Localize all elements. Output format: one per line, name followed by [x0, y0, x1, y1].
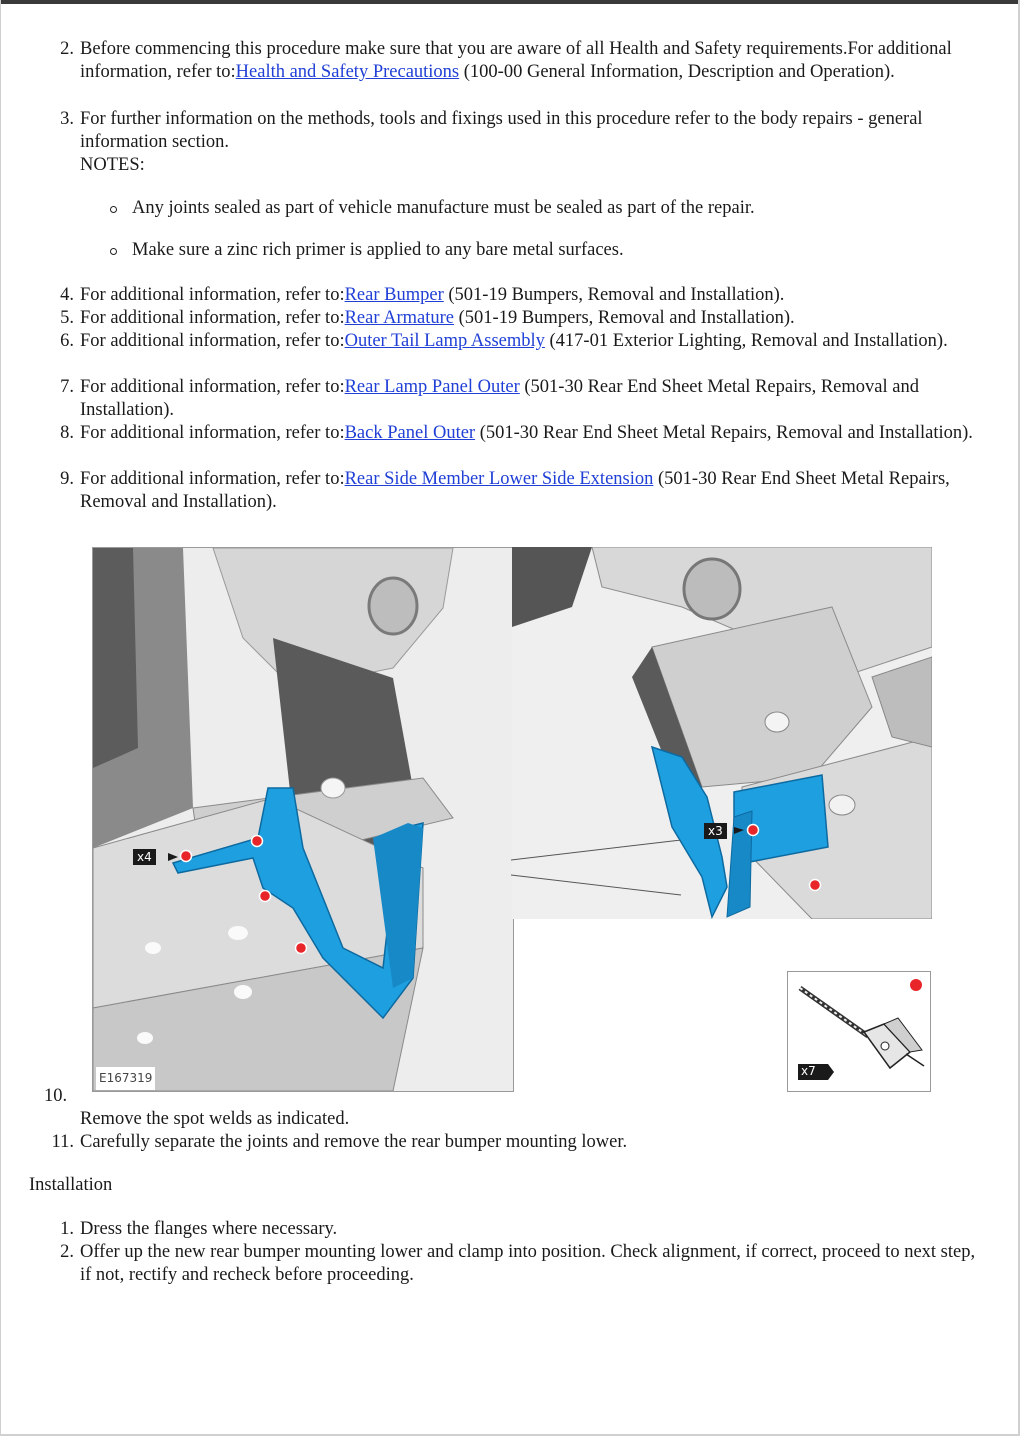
step-text: Before commencing this procedure make sure that you are aware of all Health and Safety requirements.For additional information, refer to: [80, 39, 952, 82]
link-health-and-safety[interactable]: Health and Safety Precautions [235, 62, 460, 82]
step-text: For additional information, refer to: [80, 285, 345, 305]
figure-spot-welds-left [92, 547, 514, 1092]
step-number: 7. [60, 377, 74, 397]
list-item-step-11 [51, 1131, 990, 1154]
step-number: 2. [60, 39, 74, 59]
figure-left-illustration [93, 548, 513, 1091]
step-number: 1. [60, 1219, 74, 1239]
step-number: 3. [60, 109, 74, 129]
step-number: 11. [51, 1132, 74, 1152]
step-number: 9. [60, 469, 74, 489]
step-text-suffix: (501-30 Rear End Sheet Metal Repairs, Removal and Installation). [80, 377, 919, 420]
step-number: 2. [60, 1242, 74, 1262]
link-rear-side-member-lower-side-extension[interactable]: Rear Side Member Lower Side Extension [344, 469, 654, 489]
link-outer-tail-lamp-assembly[interactable]: Outer Tail Lamp Assembly [344, 331, 545, 351]
step-number: 8. [60, 423, 74, 443]
step-text-suffix: (501-19 Bumpers, Removal and Installation). [443, 285, 785, 305]
weld-count-tag-right: x3 [704, 823, 727, 839]
step-text: Offer up the new rear bumper mounting lower and clamp into position. Check alignment, if correct, proceed to next step, if not, rectify and recheck before proceeding. [80, 1242, 976, 1285]
step-text: For further information on the methods, tools and fixings used in this procedure refer to the body repairs - general information section. [80, 109, 923, 152]
step-text: For additional information, refer to: [80, 469, 345, 489]
step-number-10: 10. [44, 1086, 68, 1106]
step-text-suffix: (100-00 General Information, Description and Operation). [459, 62, 895, 82]
step-number: 5. [60, 308, 74, 328]
note-text: Any joints sealed as part of vehicle manufacture must be sealed as part of the repair. [132, 198, 755, 218]
note-text: Make sure a zinc rich primer is applied to any bare metal surfaces. [132, 240, 624, 260]
link-back-panel-outer[interactable]: Back Panel Outer [344, 423, 476, 443]
weld-count-tag-inset: x7 [801, 1064, 816, 1078]
list-item-step-10 [80, 1108, 990, 1131]
step-text-suffix: (501-30 Rear End Sheet Metal Repairs, Removal and Installation). [80, 469, 950, 512]
bullet-circle-icon [110, 248, 117, 255]
figure-inset-drill [787, 971, 931, 1092]
note-item [132, 239, 624, 262]
step-text: For additional information, refer to: [80, 423, 345, 443]
link-rear-bumper[interactable]: Rear Bumper [344, 285, 444, 305]
notes-heading: NOTES: [80, 155, 145, 175]
list-item-step-7 [60, 376, 990, 422]
list-item-step-8 [60, 422, 990, 445]
step-text-suffix: (501-30 Rear End Sheet Metal Repairs, Removal and Installation). [475, 423, 973, 443]
step-text-suffix: (501-19 Bumpers, Removal and Installation). [454, 308, 795, 328]
viewer-top-border [0, 0, 1020, 4]
step-text: Remove the spot welds as indicated. [80, 1109, 350, 1129]
install-step-1 [60, 1218, 990, 1241]
step-text: Carefully separate the joints and remove the rear bumper mounting lower. [80, 1132, 628, 1152]
list-item-step-9 [60, 468, 990, 514]
weld-count-tag-left: x4 [133, 849, 156, 865]
list-item-step-2 [60, 38, 990, 84]
step-text: For additional information, refer to: [80, 377, 345, 397]
callout-lines [511, 840, 691, 900]
link-rear-lamp-panel-outer[interactable]: Rear Lamp Panel Outer [344, 377, 520, 397]
step-number: 6. [60, 331, 74, 351]
list-item-step-6 [60, 330, 990, 353]
step-number: 4. [60, 285, 74, 305]
bullet-circle-icon [110, 206, 117, 213]
note-item [132, 197, 755, 220]
list-item-step-5 [60, 307, 990, 330]
figure-reference-label: E167319 [96, 1067, 155, 1090]
step-text-suffix: (417-01 Exterior Lighting, Removal and Installation). [544, 331, 948, 351]
list-item-step-3 [60, 108, 990, 154]
step-text: Dress the flanges where necessary. [80, 1219, 338, 1239]
step-text: For additional information, refer to: [80, 331, 345, 351]
link-rear-armature[interactable]: Rear Armature [344, 308, 455, 328]
section-heading-installation: Installation [29, 1175, 113, 1195]
page-left-edge [0, 0, 1, 1436]
step-text: For additional information, refer to: [80, 308, 345, 328]
list-item-step-4 [60, 284, 990, 307]
install-step-2 [60, 1241, 990, 1287]
